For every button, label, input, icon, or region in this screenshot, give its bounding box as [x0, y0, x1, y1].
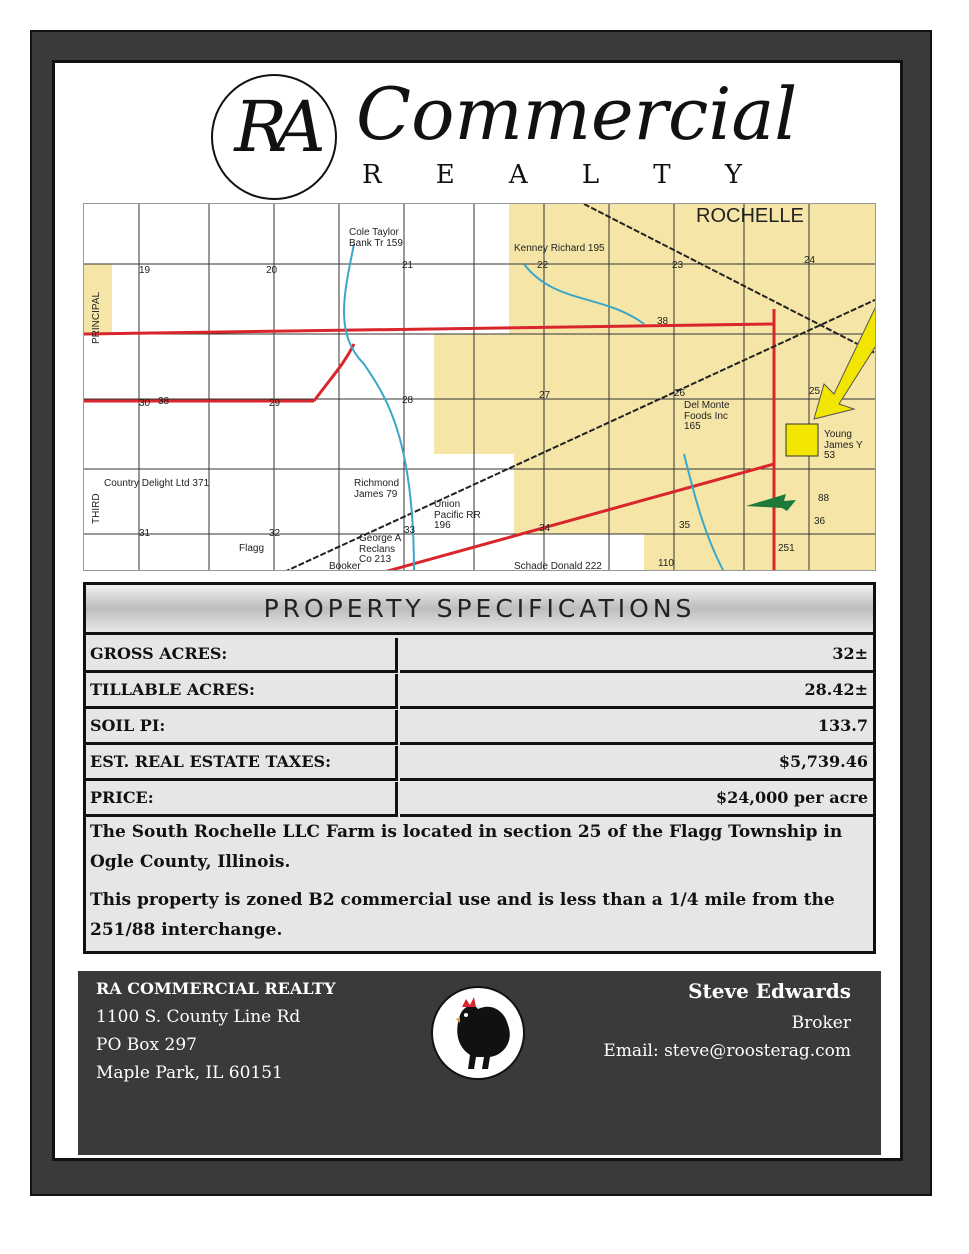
spec-label: SOIL PI:	[86, 710, 398, 745]
property-specifications	[83, 582, 876, 954]
tagline-letter: A	[508, 160, 528, 190]
map-label: Kenney Richard 195	[514, 243, 605, 254]
map-label: Cole Taylor Bank Tr 159	[349, 227, 403, 249]
description-paragraph: This property is zoned B2 commercial use and is less than a 1/4 mile from the 251/88 interchange.	[90, 890, 835, 940]
map-section-number: 35	[679, 520, 691, 531]
spec-value: $24,000 per acre	[400, 782, 873, 817]
contact-footer	[78, 971, 881, 1155]
footer-address-line: PO Box 297	[96, 1035, 197, 1055]
map-label: Country Delight Ltd 371	[104, 478, 210, 489]
brand-tagline	[362, 160, 742, 190]
map-label: Schade Donald 222	[514, 561, 602, 571]
map-section-number: 30	[139, 398, 151, 409]
tagline-letter: R	[362, 160, 382, 190]
ra-monogram-text: RA	[234, 86, 314, 168]
spec-row-gross-acres	[86, 638, 873, 674]
map-label: George A Reclans Co 213	[359, 533, 401, 565]
map-section-number: 23	[672, 260, 684, 271]
map-section-number: 20	[266, 265, 278, 276]
map-section-number: 33	[404, 525, 416, 536]
footer-address-line: Maple Park, IL 60151	[96, 1063, 283, 1083]
spec-row-price	[86, 782, 873, 818]
map-label: Del Monte Foods Inc 165	[684, 400, 730, 432]
spec-row-taxes	[86, 746, 873, 782]
map-section-number: 22	[537, 260, 549, 271]
map-route-shield: 251	[778, 543, 795, 554]
spec-value: 32±	[400, 638, 873, 673]
map-route-shield: 110	[658, 558, 674, 569]
footer-contact-name: Steve Edwards	[688, 979, 851, 1003]
map-label: Richmond James 79	[354, 478, 400, 500]
footer-company-name: RA COMMERCIAL REALTY	[96, 979, 336, 998]
map-section-number: 27	[539, 390, 551, 401]
footer-contact-email[interactable]: Email: steve@roosterag.com	[603, 1041, 851, 1061]
tagline-letter: E	[435, 160, 455, 190]
spec-value: $5,739.46	[400, 746, 873, 781]
map-label: THIRD	[91, 493, 102, 524]
footer-contact-role: Broker	[791, 1013, 851, 1033]
map-section-number: 28	[402, 395, 414, 406]
map-route-shield: 38	[158, 396, 170, 407]
map-section-number: 25	[809, 386, 821, 397]
map-label: PRINCIPAL	[91, 291, 102, 344]
spec-value: 28.42±	[400, 674, 873, 709]
tagline-letter: Y	[724, 160, 742, 190]
spec-label: GROSS ACRES:	[86, 638, 398, 673]
map-section-number: 31	[139, 528, 151, 539]
map-label: Young James Y 53	[824, 429, 863, 461]
map-route-shield: 38	[657, 316, 669, 327]
ra-monogram-logo	[211, 74, 337, 200]
map-section-number: 34	[539, 523, 551, 534]
specs-title: PROPERTY SPECIFICATIONS	[86, 585, 873, 635]
brand-name: Commercial	[356, 72, 798, 156]
map-label: Union Pacific RR 196	[434, 499, 481, 531]
spec-label: TILLABLE ACRES:	[86, 674, 398, 709]
property-description	[90, 817, 867, 953]
spec-value: 133.7	[400, 710, 873, 745]
map-section-number: 29	[269, 398, 281, 409]
spec-label: PRICE:	[86, 782, 398, 817]
map-section-number: 36	[814, 516, 826, 527]
map-section-number: 19	[139, 265, 151, 276]
spec-row-soil-pi	[86, 710, 873, 746]
map-city-label: ROCHELLE	[696, 205, 804, 227]
rooster-icon	[430, 985, 526, 1081]
map-section-number: 21	[402, 260, 414, 271]
map-section-number: 26	[674, 388, 686, 399]
footer-address-line: 1100 S. County Line Rd	[96, 1007, 301, 1027]
map-section-number: 32	[269, 528, 281, 539]
plat-map	[83, 203, 876, 571]
tagline-letter: L	[581, 160, 600, 190]
description-paragraph: The South Rochelle LLC Farm is located in section 25 of the Flagg Township in Ogle County, Illinois.	[90, 822, 843, 872]
map-label: Booker	[329, 561, 361, 571]
map-route-shield: 88	[818, 493, 830, 504]
spec-label: EST. REAL ESTATE TAXES:	[86, 746, 398, 781]
map-label: Flagg	[239, 543, 265, 554]
spec-row-tillable-acres	[86, 674, 873, 710]
map-section-number: 24	[804, 255, 816, 266]
subject-parcel	[786, 424, 818, 456]
tagline-letter: T	[653, 160, 671, 190]
